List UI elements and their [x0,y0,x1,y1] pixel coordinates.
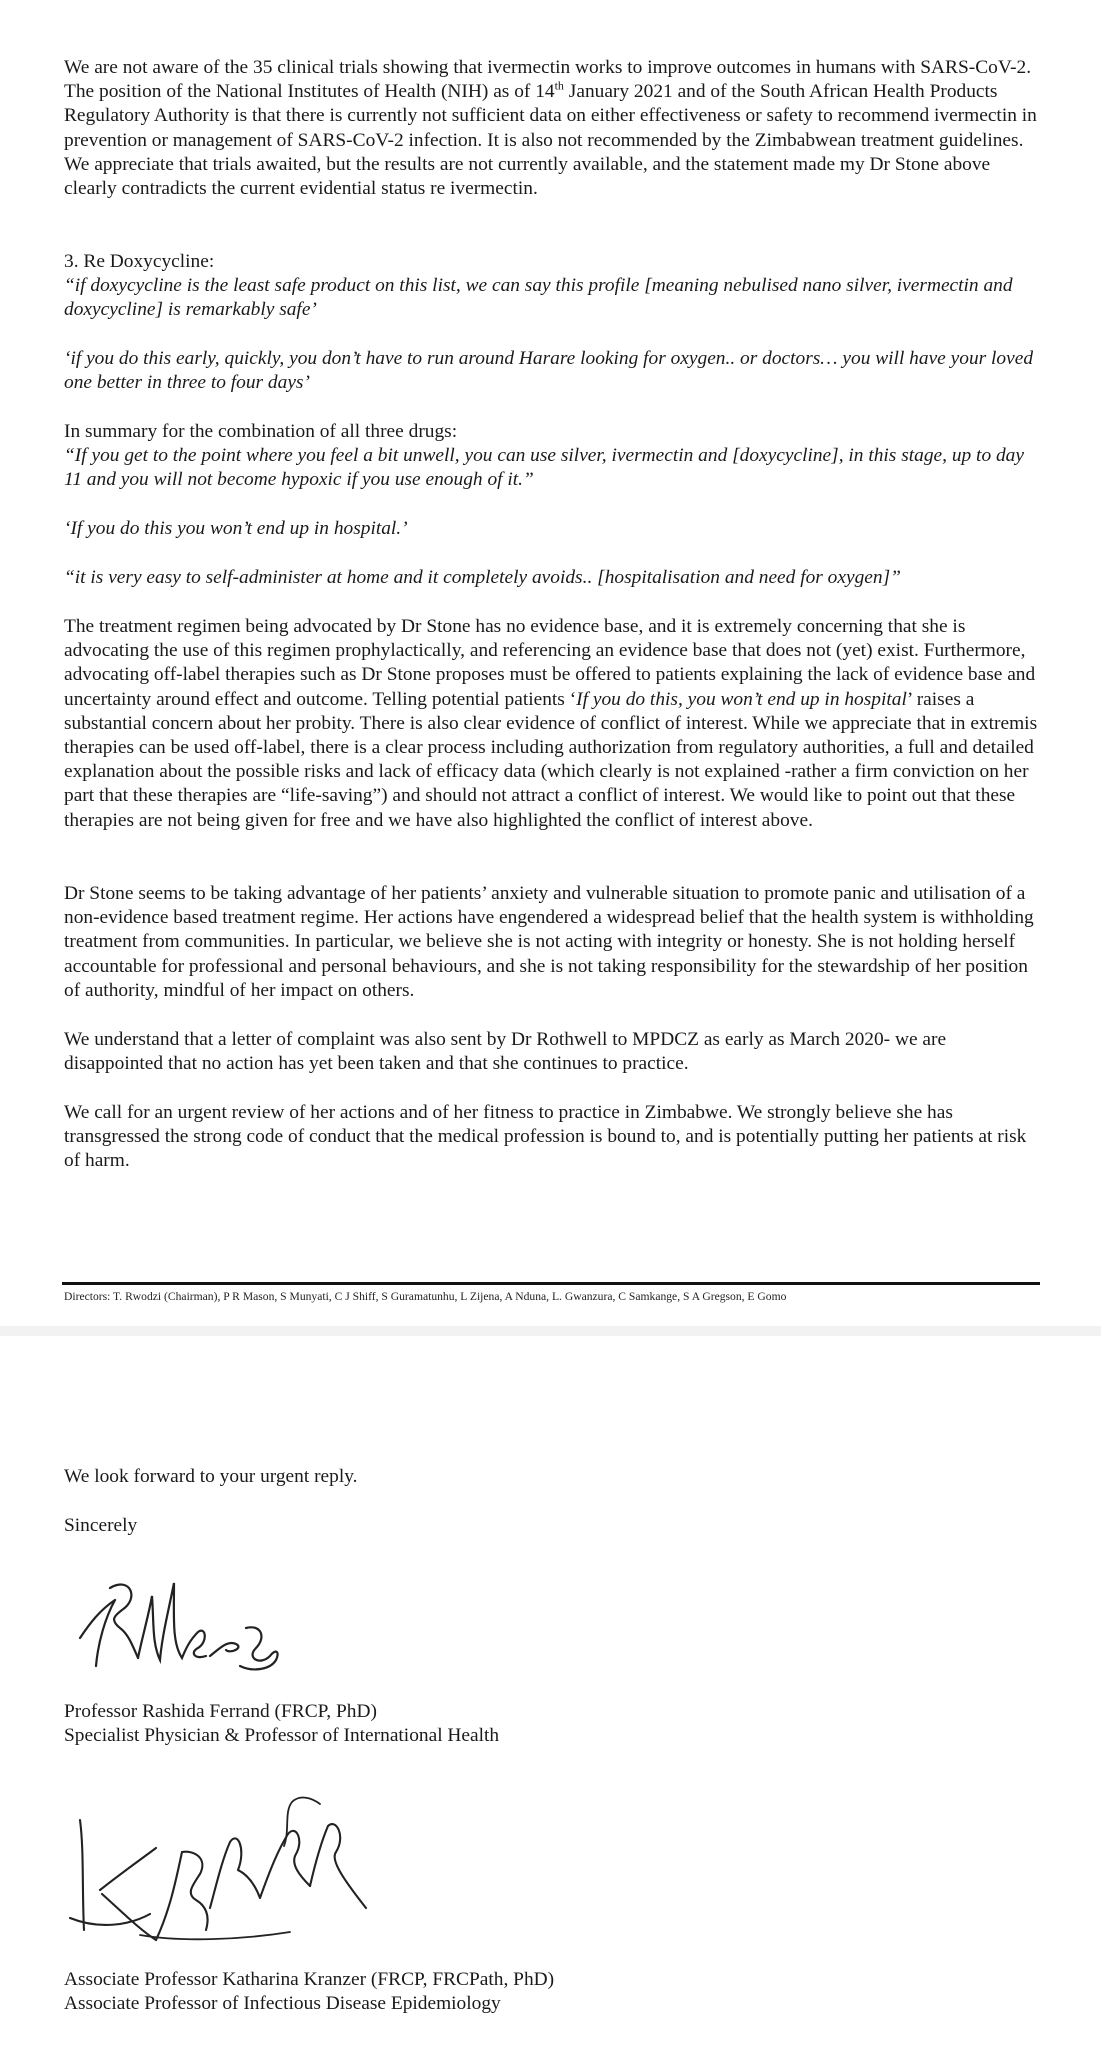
paragraph-review: We call for an urgent review of her actions and of her fitness to practice in Zimbabwe. We strongly believe she has transgressed the strong code of conduct that the medical profession is bound to, and is potentially putting her patients at risk of harm. [64,1102,1027,1172]
summary-intro: In summary for the combination of all three drugs: [64,421,458,442]
signer1-name: Professor Rashida Ferrand (FRCP, PhD) [64,1701,377,1722]
paragraph-regimen-concern: The treatment regimen being advocated by Dr Stone has no evidence base, and it is extremely concerning that she is advocating the use of this regimen prophylactically, and referencing an evidence base that does not (yet) exist. Furthermore, advocating off-label therapies such as Dr Stone proposes must be offered to patients explaining the lack of evidence base and uncertainty around effect and outcome. Telling potential patients ‘If you do this, you won’t end up in hospital’ raises a substantial concern about her probity. There is also clear evidence of conflict of interest. While we appreciate that in extremis therapies can be used off-label, there is a clear process including authorization from regulatory authorities, a full and detailed explanation about the possible risks and lack of efficacy data (which clearly is not explained -rather a firm conviction on her part that these therapies are “life-saving”) and should not attract a conflict of interest. We would like to point out that these therapies are not being given for free and we have also highlighted the conflict of interest above. [64,616,1038,831]
footer-rule [62,1282,1040,1285]
quote-doxycycline-safe: “if doxycycline is the least safe product on this list, we can say this profile [meaning nebulised nano silver, ivermectin and doxycycline] is remarkably safe’ [64,275,1013,321]
signer2-name: Associate Professor Katharina Kranzer (FRCP, FRCPath, PhD) [64,1969,555,1990]
directors-line: Directors: T. Rwodzi (Chairman), P R Mason, S Munyati, C J Shiff, S Guramatunhu, L Zijena, A Nduna, L. Gwanzura, C Samkange, S A Gregson, E Gomo [64,1290,787,1303]
signature-ferrand [70,1548,290,1678]
page-break [0,1326,1101,1336]
heading-doxycycline: 3. Re Doxycycline: [64,251,215,272]
signer2-title: Associate Professor of Infectious Disease Epidemiology [64,1993,501,2014]
closing-reply: We look forward to your urgent reply. [64,1466,358,1487]
signature-kranzer [60,1790,390,1955]
paragraph-ivermectin-evidence: We are not aware of the 35 clinical trials showing that ivermectin works to improve outcomes in humans with SARS-CoV-2. The position of the National Institutes of Health (NIH) as of 14th January 2021 and of the South African Health Products Regulatory Authority is that there is currently not sufficient data on either effectiveness or safety to recommend ivermectin in prevention or management of SARS-CoV-2 infection. It is also not recommended by the Zimbabwean treatment guidelines. We appreciate that trials awaited, but the results are not currently available, and the statement made my Dr Stone above clearly contradicts the current evidential status re ivermectin. [64,57,1037,200]
quote-self-administer: “it is very easy to self-administer at home and it completely avoids.. [hospitalisation and need for oxygen]” [64,567,901,588]
quote-hospital: ‘If you do this you won’t end up in hospital.’ [64,518,408,539]
quote-combination: “If you get to the point where you feel a bit unwell, you can use silver, ivermectin and [doxycycline], in this stage, up to day 11 and you will not become hypoxic if you use enough of it.” [64,445,1024,491]
paragraph-advantage: Dr Stone seems to be taking advantage of her patients’ anxiety and vulnerable situation to promote panic and utilisation of a non-evidence based treatment regime. Her actions have engendered a widespread belief that the health system is withholding treatment from communities. In particular, we believe she is not acting with integrity or honesty. She is not holding herself accountable for professional and personal behaviours, and she is not taking responsibility for the stewardship of her position of authority, mindful of her impact on others. [64,883,1034,1001]
quote-early-treatment: ‘if you do this early, quickly, you don’t have to run around Harare looking for oxygen.. or doctors… you will have your loved one better in three to four days’ [64,348,1034,394]
closing-sincerely: Sincerely [64,1515,138,1536]
paragraph-complaint: We understand that a letter of complaint was also sent by Dr Rothwell to MPDCZ as early as March 2020- we are disappointed that no action has yet been taken and that she continues to practice. [64,1029,947,1075]
signer1-title: Specialist Physician & Professor of International Health [64,1725,500,1746]
